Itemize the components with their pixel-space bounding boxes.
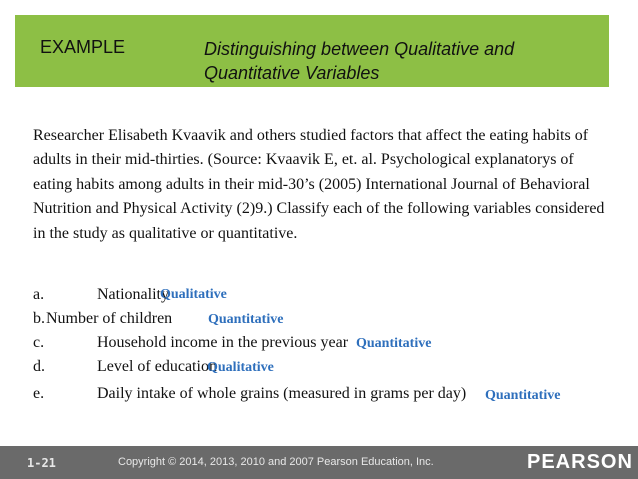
example-header-bar [15, 15, 609, 87]
item-text-e: Daily intake of whole grains (measured in grams per day) [97, 385, 467, 402]
answer-e: Quantitative [485, 388, 561, 403]
item-letter-e: e. [33, 385, 45, 402]
answer-b: Quantitative [208, 312, 284, 327]
footer-bar [0, 446, 638, 479]
slide-number: 1-21 [27, 456, 56, 470]
pearson-logo: PEARSON [527, 451, 633, 473]
answer-a: Qualitative [160, 287, 227, 302]
item-text-c: Household income in the previous year [97, 334, 349, 351]
item-letter-b: b. [33, 310, 45, 327]
problem-paragraph: Researcher Elisabeth Kvaavik and others studied factors that affect the eating habits of adults in their mid-thirties. (Source: Kvaavik E, et. al. Psychological explanatorys of eating habits among adults in their mid-30’s (2005) International Journal of Behavioral Nutrition and Physical Activity (2)9.) Classify each of the following variables considered in the study as qualitative or quantitative. [33, 127, 605, 242]
copyright-notice: Copyright © 2014, 2013, 2010 and 2007 Pearson Education, Inc. [118, 456, 434, 468]
answer-d: Qualitative [207, 360, 274, 375]
item-text-a: Nationality [97, 286, 169, 303]
answer-c: Quantitative [356, 336, 432, 351]
item-text-d: Level of education [97, 358, 217, 375]
item-letter-a: a. [33, 286, 45, 303]
example-label: EXAMPLE [40, 37, 126, 57]
item-letter-c: c. [33, 334, 45, 351]
example-title: Distinguishing between Qualitative and Quantitative Variables [204, 39, 515, 83]
item-text-b: Number of children [46, 310, 173, 327]
item-letter-d: d. [33, 358, 45, 375]
